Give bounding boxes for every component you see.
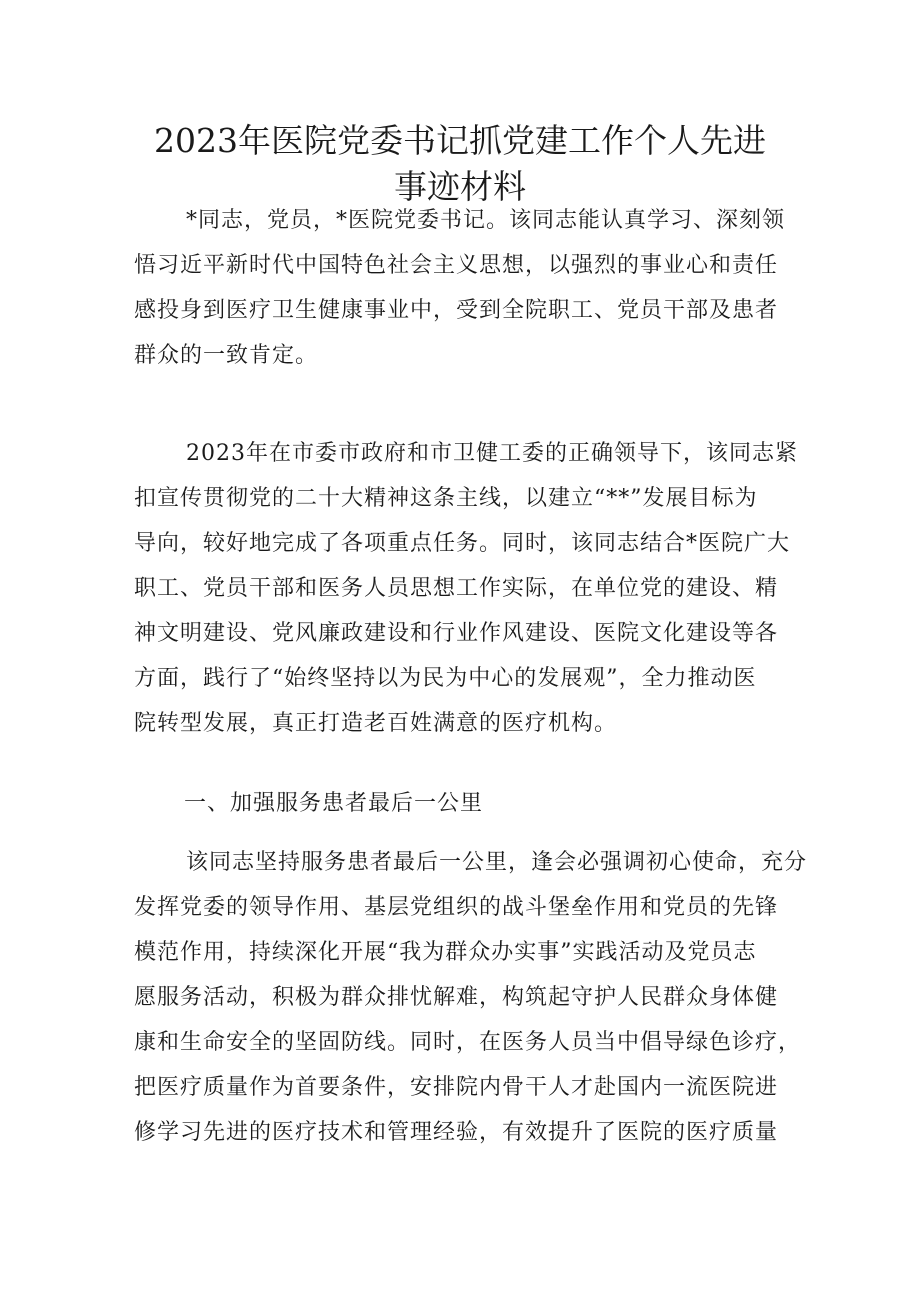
paragraph-line: 职工、党员干部和医务人员思想工作实际，在单位党的建设、精 bbox=[134, 576, 779, 601]
paragraph-line: 康和生命安全的坚固防线。同时，在医务人员当中倡导绿色诊疗， bbox=[134, 1030, 802, 1055]
paragraph-line: 方面，践行了“始终坚持以为民为中心的发展观”，全力推动医 bbox=[134, 666, 757, 691]
paragraph-line: 把医疗质量作为首要条件，安排院内骨干人才赴国内一流医院进 bbox=[134, 1075, 779, 1100]
paragraph-intro bbox=[134, 198, 794, 378]
paragraph-line: 神文明建设、党风廉政建设和行业作风建设、医院文化建设等各 bbox=[134, 621, 779, 646]
paragraph-line: 模范作用，持续深化开展“我为群众办实事”实践活动及党员志 bbox=[134, 940, 757, 965]
title-line-1: 2023年医院党委书记抓党建工作个人先进 bbox=[154, 121, 766, 160]
paragraph-line: 发挥党委的领导作用、基层党组织的战斗堡垒作用和党员的先锋 bbox=[134, 895, 779, 920]
paragraph-line: 愿服务活动，积极为群众排忧解难，构筑起守护人民群众身体健 bbox=[134, 985, 779, 1010]
paragraph-line: 悟习近平新时代中国特色社会主义思想，以强烈的事业心和责任 bbox=[134, 253, 779, 278]
paragraph-line: 扣宣传贯彻党的二十大精神这条主线，以建立“**”发展目标为 bbox=[134, 486, 758, 511]
paragraph-line: 院转型发展，真正打造老百姓满意的医疗机构。 bbox=[134, 711, 618, 736]
paragraph-line: 感投身到医疗卫生健康事业中，受到全院职工、党员干部及患者 bbox=[134, 298, 779, 323]
paragraph-line: *同志，党员，*医院党委书记。该同志能认真学习、深刻领 bbox=[186, 208, 786, 233]
paragraph-line: 修学习先进的医疗技术和管理经验，有效提升了医院的医疗质量 bbox=[134, 1120, 779, 1145]
document-title bbox=[130, 118, 790, 210]
paragraph-2023-summary bbox=[134, 431, 798, 746]
title-line-2: 事迹材料 bbox=[394, 167, 526, 206]
paragraph-section-1 bbox=[134, 840, 808, 1155]
paragraph-line: 该同志坚持服务患者最后一公里，逢会必强调初心使命，充分 bbox=[186, 850, 808, 875]
paragraph-line: 2023年在市委市政府和市卫健工委的正确领导下，该同志紧 bbox=[186, 441, 798, 466]
paragraph-line: 群众的一致肯定。 bbox=[134, 343, 319, 368]
paragraph-line: 导向，较好地完成了各项重点任务。同时，该同志结合*医院广大 bbox=[134, 531, 791, 556]
section-heading: 一、加强服务患者最后一公里 bbox=[184, 791, 484, 816]
